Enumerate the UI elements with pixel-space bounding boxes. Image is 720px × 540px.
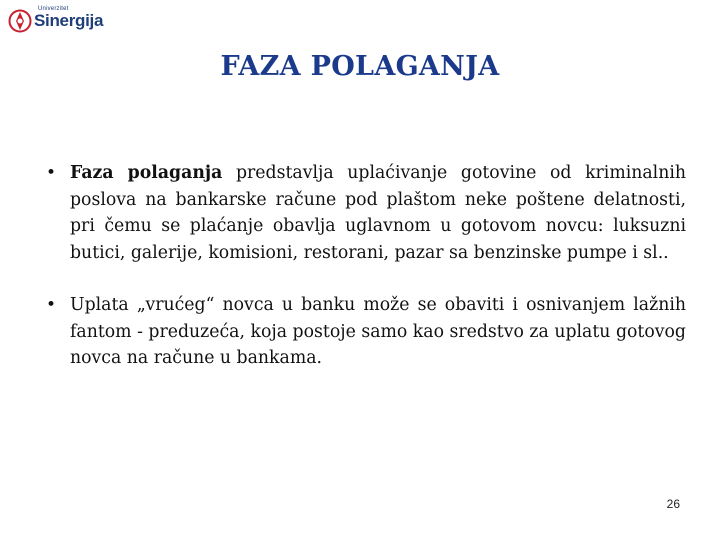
slide-title: FAZA POLAGANJA (220, 51, 500, 82)
bullet-dot-icon: • (46, 295, 57, 315)
bullet-text: predstavlja uplaćivanje gotovine od kriminalnih poslova na bankarske račune pod plaštom neke poštene delatnosti, pri čemu se plaćanje obavlja uglavnom u gotovom novcu: luksuzni butici, galerije, komisioni, restorani, pazar sa benzinske pumpe i sl.. (70, 163, 686, 263)
bullet-lead-term: Faza polaganja (70, 163, 223, 183)
logo-university-label: Univerzitet (38, 6, 69, 12)
university-logo (8, 6, 104, 34)
sinergija-emblem-icon (8, 9, 32, 33)
bullet-item-1 (46, 160, 686, 266)
page-number: 26 (666, 497, 680, 511)
bullet-list (46, 160, 686, 372)
logo-name-label: Sinergija (34, 11, 104, 30)
bullet-text: Uplata „vrućeg“ novca u banku može se obaviti i osnivanjem lažnih fantom - preduzeća, koja postoje samo kao sredstvo za uplatu gotovog novca na račune u bankama. (70, 295, 686, 368)
bullet-dot-icon: • (46, 163, 57, 183)
bullet-item-2 (46, 292, 686, 372)
